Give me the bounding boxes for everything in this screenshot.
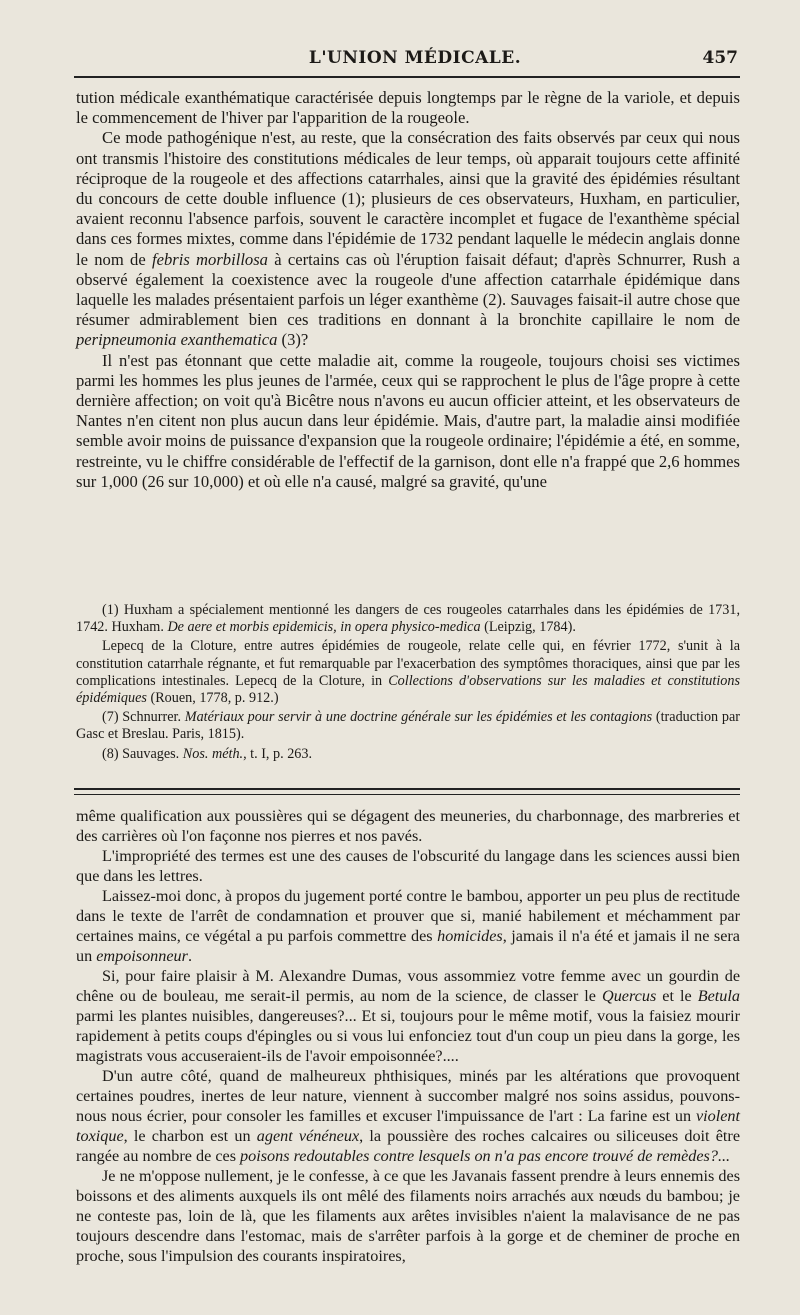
header-rule	[74, 76, 740, 78]
section-divider	[74, 788, 740, 795]
paragraph: même qualification aux poussières qui se dégagent des meuneries, du charbonnage, des marbreries et des carrières où l'on façonne nos pierres et nos pavés.	[76, 807, 740, 845]
paragraph: Laissez-moi donc, à propos du jugement porté contre le bambou, apporter un peu plus de rectitude dans le texte de l'arrêt de condamnation et prouver que si, manié habilement et méchamment par certaines mains, ce végétal a pu parfois commettre des homicides, jamais il n'a été et jamais il ne sera un empoisonneur.	[76, 887, 740, 965]
footnote: Lepecq de la Cloture, entre autres épidémies de rougeole, relate celle qui, en février 1772, s'unit à la constitution catarrhale régnante, et fut remarquable par l'exacerbation des symptômes thoraciques, ainsi que par les complications intestinales. Lepecq de la Cloture, in Collections d'observations sur les maladies et constitutions épidémiques (Rouen, 1778, p. 912.)	[76, 638, 740, 707]
footnote: (1) Huxham a spécialement mentionné les dangers de ces rougeoles catarrhales dans les épidémies de 1731, 1742. Huxham. De aere et morbis epidemicis, in opera physico-medica (Leipzig, 1784).	[76, 602, 740, 636]
footnotes	[76, 602, 740, 765]
footnote: (7) Schnurrer. Matériaux pour servir à une doctrine générale sur les épidémies et les contagions (traduction par Gasc et Breslau. Paris, 1815).	[76, 709, 740, 743]
footnote: (8) Sauvages. Nos. méth., t. I, p. 263.	[102, 745, 313, 762]
paragraph: L'impropriété des termes est une des causes de l'obscurité du langage dans les sciences aussi bien que dans les lettres.	[76, 847, 740, 885]
feuilleton-text	[76, 806, 740, 1266]
paragraph: Ce mode pathogénique n'est, au reste, que la consécration des faits observés par ceux qui nous ont transmis l'histoire des constitutions médicales de leur temps, où apparait toujours cette affinité réciproque de la rougeole et des affections catarrhales, ainsi que la gravité des épidémies résultant du concours de cette double influence (1); plusieurs de ces observateurs, Huxham, en particulier, avaient reconnu l'absence parfois, souvent le caractère incomplet et fugace de l'exanthème spécial dans ces formes mixtes, comme dans l'épidémie de 1732 pendant laquelle le médecin anglais donne le nom de febris morbillosa à certains cas où l'éruption faisait défaut; d'après Schnurrer, Rush a observé également la coexistence avec la rougeole d'une affection catarrhale épidémique dans laquelle les malades présentaient parfois un léger exanthème (2). Sauvages faisait-il autre chose que résumer admirablement bien ces traditions en donnant à la bronchite capillaire le nom de peripneumonia exanthematica (3)?	[76, 128, 740, 350]
paragraph: Je ne m'oppose nullement, je le confesse, à ce que les Javanais fassent prendre à leurs ennemis des boissons et des aliments auxquels ils ont mêlé des filaments noirs arrachés aux nœuds du bambou; je ne conteste pas, loin de là, que les filaments aux arêtes invisibles n'aient la malavisance de ne pas toujours descendre dans l'estomac, mais de s'arrêter parfois à la gorge et de cheminer de proche en proche, sous l'impulsion des courants inspiratoires,	[76, 1167, 740, 1265]
journal-title: L'UNION MÉDICALE.	[308, 48, 522, 68]
paragraph: Il n'est pas étonnant que cette maladie ait, comme la rougeole, toujours choisi ses victimes parmi les hommes les plus jeunes de l'armée, ceux qui se rapprochent le plus de l'âge propre à cette dernière affection; on voit qu'à Bicêtre nous n'avons eu aucun officier atteint, et les observateurs de Nantes n'en citent non plus aucun dans leur épidémie. Mais, d'autre part, la maladie ainsi modifiée semble avoir moins de puissance d'expansion que la rougeole ordinaire; l'épidémie a été, en somme, restreinte, vu le chiffre considérable de l'effectif de la garnison, dont elle n'a frappé que 2,6 hommes sur 1,000 (26 sur 10,000) et où elle n'a causé, malgré sa gravité, qu'une	[76, 350, 740, 491]
paragraph: D'un autre côté, quand de malheureux phthisiques, minés par les altérations que provoquent certaines poudres, inertes de leur nature, viennent à succomber malgré nos soins assidus, pouvons-nous nous écrier, pour consoler les familles et excuser l'impuissance de l'art : La farine est un violent toxique, le charbon est un agent vénéneux, la poussière des roches calcaires ou siliceuses doit être rangée au nombre de ces poisons redoutables contre lesquels on n'a pas encore trouvé de remèdes?...	[76, 1067, 741, 1165]
running-header	[0, 48, 800, 74]
main-text	[76, 88, 740, 492]
paragraph: Si, pour faire plaisir à M. Alexandre Dumas, vous assommiez votre femme avec un gourdin de chêne ou de bouleau, me serait-il permis, au nom de la science, de classer le Quercus et le Betula parmi les plantes nuisibles, dangereuses?... Et si, toujours pour le même motif, vous la faisiez mourir rapidement à petits coups d'épingles ou si vous lui enfonciez tout d'un coup un pieu dans la gorge, les magistrats vous accuseraient-ils de l'avoir empoisonnée?....	[76, 967, 740, 1065]
paragraph: tution médicale exanthématique caractérisée depuis longtemps par le règne de la variole, et depuis le commencement de l'hiver par l'apparition de la rougeole.	[76, 88, 740, 128]
page-number: 457	[702, 48, 738, 68]
